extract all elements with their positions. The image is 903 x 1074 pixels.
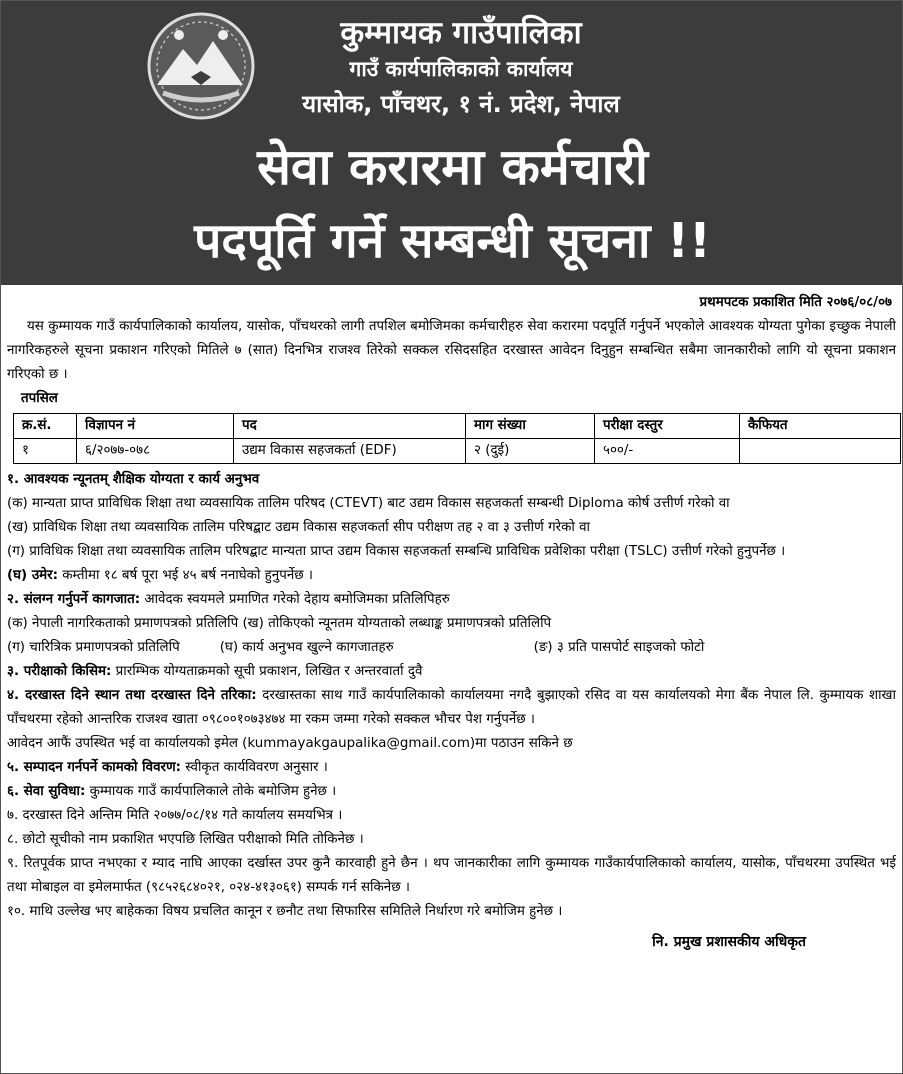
section-1-heading: १. आवश्यक न्यूनतम् शैक्षिक योग्यता र कार्य अनुभव xyxy=(7,472,260,487)
col-remarks: कैफियत xyxy=(740,414,901,439)
intro-paragraph: यस कुम्मायक गाउँ कार्यपालिकाको कार्यालय, यासोक, पाँचथरको लागी तपशिल बमोजिमका कर्मचारीहरु सेवा करारमा पदपूर्ति गर्नुपर्ने भएकोले आवश्यक योग्यता पुगेका इच्छुक नेपाली नागरिकहरुले सूचना प्रकाशन गरिएको मितिले ७ (सात) दिनभित्र राजश्व तिरेको सक्कल रसिदसहित दरखास्त आवेदन दिनुहुन सम्बन्धित सबैमा जानकारीको लागि यो सूचना प्रकाशन गरिएको छ । xyxy=(7,319,896,382)
age-label: (घ) उमेर: xyxy=(7,568,58,583)
job-description-text: स्वीकृत कार्यविवरण अनुसार । xyxy=(181,760,328,775)
office-address: यासोक, पाँचथर, १ नं. प्रदेश, नेपाल xyxy=(302,90,620,118)
cell-serial: १ xyxy=(14,439,77,464)
section-9: ९. रितपूर्वक प्राप्त नभएका र म्याद नाघि आएका दर्खास्त उपर कुनै कारवाही हुने छैन । थप जानकारीका लागि कुम्मायक गाउँकार्यपालिकाको कार्यालय, यासोक, पाँचथरमा उपस्थित भई तथा मोबाइल वा इमेलमार्फत (९८५२६८४०२१, ०२४-४१३०६१) सम्पर्क गर्न सकिनेछ । xyxy=(7,856,896,895)
col-serial: क्र.सं. xyxy=(14,414,77,439)
section-1-kha: (ख) प्राविधिक शिक्षा तथा व्यवसायिक तालिम परिषद्बाट उद्यम विकास सहजकर्ता सीप परीक्षण तह २ वा ३ उत्तीर्ण गरेको वा xyxy=(7,520,591,535)
facilities-label: ६. सेवा सुविधा: xyxy=(7,784,86,799)
section-1-ga: (ग) प्राविधिक शिक्षा तथा व्यवसायिक तालिम परिषद्बाट मान्यता प्राप्त उद्यम विकास सहजकर्ता सम्बन्धि प्राविधिक प्रवेशिका परीक्षा (TSLC) उत्तीर्ण गरेको हुनुपर्नेछ । xyxy=(7,544,786,559)
doc-photo: (ङ) ३ प्रति पासपोर्ट साइजको फोटो xyxy=(533,640,705,655)
cell-exam-fee: ५००/- xyxy=(595,439,740,464)
section-8: ८. छोटो सूचीको नाम प्रकाशित भएपछि लिखित परीक्षाको मिति तोकिनेछ । xyxy=(7,832,364,847)
cell-advert-no: ६/२०७७-०७८ xyxy=(77,439,234,464)
job-description-label: ५. सम्पादन गर्नपर्ने कामको विवरण: xyxy=(7,760,182,775)
col-exam-fee: परीक्षा दस्तुर xyxy=(595,414,740,439)
documents-label: २. संलग्न गर्नुपर्ने कागजात: xyxy=(7,592,141,607)
section-4-email: आवेदन आफैं उपस्थित भई वा कार्यालयको इमेल (kummayakgaupalika@gmail.com)मा पठाउन सकिने छ xyxy=(7,736,573,751)
table-header-row xyxy=(14,414,901,439)
application-place-label: ४. दरखास्त दिने स्थान तथा दरखास्त दिने तरिका: xyxy=(7,688,257,703)
notice-header xyxy=(1,1,903,285)
section-1-gha xyxy=(7,564,896,588)
organization-name: कुम्मायक गाउँपालिका xyxy=(340,15,582,51)
section-3 xyxy=(7,660,896,684)
section-4 xyxy=(7,684,896,732)
notice-body xyxy=(1,285,902,954)
section-2 xyxy=(7,588,896,612)
section-2-ka-kha: (क) नेपाली नागरिकताको प्रमाणपत्रको प्रतिलिपि (ख) तोकिएको न्यूनतम योग्यताको लब्धाङ्क प्रमाणपत्रको प्रतिलिपि xyxy=(7,616,552,631)
section-6 xyxy=(7,780,896,804)
nepal-emblem-logo xyxy=(139,11,263,121)
publish-date: प्रथमपटक प्रकाशित मिति २०७६/०८/०७ xyxy=(699,295,892,310)
doc-experience: (घ) कार्य अनुभव खुल्ने कागजातहरु xyxy=(219,640,394,655)
tapsil-label: तपसिल xyxy=(21,391,58,406)
section-2-ga-gha-nga xyxy=(7,636,896,660)
exam-type-text: प्रारम्भिक योग्यताक्रमको सूची प्रकाशन, लिखित र अन्तरवार्ता दुवै xyxy=(111,664,423,679)
documents-text: आवेदक स्वयमले प्रमाणित गरेको देहाय बमोजिमका प्रतिलिपिहरु xyxy=(140,592,450,607)
col-post: पद xyxy=(234,414,466,439)
cell-demand: २ (दुई) xyxy=(466,439,595,464)
table-row xyxy=(14,439,901,464)
col-demand: माग संख्या xyxy=(466,414,595,439)
signature-officer: नि. प्रमुख प्रशासकीय अधिकृत xyxy=(652,934,806,950)
section-10: १०. माथि उल्लेख भए बाहेकका विषय प्रचलित कानून र छनौट तथा सिफारिस समितिले निर्धारण गरे बमोजिम हुनेछ । xyxy=(7,904,563,919)
notice-title-line-1: सेवा करारमा कर्मचारी xyxy=(257,138,648,196)
section-5 xyxy=(7,756,896,780)
vacancy-table xyxy=(13,413,901,464)
age-text: कम्तीमा १८ बर्ष पूरा भई ४५ बर्ष ननाघेको हुनुपर्नेछ । xyxy=(58,568,313,583)
exam-type-label: ३. परीक्षाको किसिम: xyxy=(7,664,112,679)
office-name: गाउँ कार्यपालिकाको कार्यालय xyxy=(349,57,573,81)
notice-title-line-2: पदपूर्ति गर्ने सम्बन्धी सूचना !! xyxy=(194,213,711,269)
cell-post: उद्यम विकास सहजकर्ता (EDF) xyxy=(234,439,466,464)
facilities-text: कुम्मायक गाउँ कार्यपालिकाले तोके बमोजिम हुनेछ । xyxy=(85,784,337,799)
section-7: ७. दरखास्त दिने अन्तिम मिति २०७७/०८/१४ गते कार्यालय समयभित्र । xyxy=(7,808,343,823)
section-1-ka: (क) मान्यता प्राप्त प्राविधिक शिक्षा तथा व्यवसायिक तालिम परिषद (CTEVT) बाट उद्यम विकास सहजकर्ता सम्बन्धी Diploma कोर्ष उत्तीर्ण गरेको वा xyxy=(7,496,730,511)
cell-remarks xyxy=(740,439,901,464)
col-advert-no: विज्ञापन नं xyxy=(77,414,234,439)
application-place-text: दरखास्तका साथ गाउँ कार्यपालिकाको कार्यालयमा नगदै बुझाएको रसिद वा यस कार्यालयको मेगा बैंक नेपाल लि. कुम्मायक शाखा पाँचथरमा रहेको आन्तरिक राजश्व खाता ०९८००१०७३४७४ मा रकम जम्मा गरेको सक्कल भौचर पेश गर्नुपर्नेछ । xyxy=(7,688,896,727)
doc-character-cert: (ग) चारित्रिक प्रमाणपत्रको प्रतिलिपि xyxy=(7,640,180,655)
